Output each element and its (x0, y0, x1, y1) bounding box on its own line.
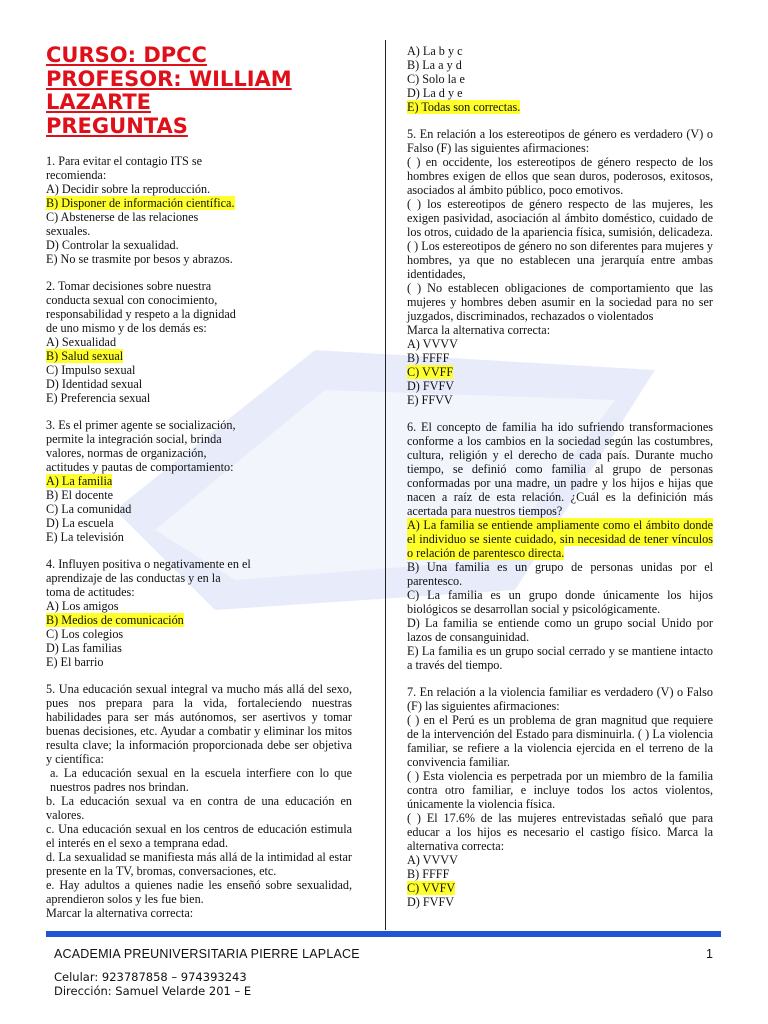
question-stem: aprendizaje de las conductas y en la (46, 571, 221, 585)
option-d: D) La d y e (407, 86, 463, 100)
option-d: D) La familia se entiende como un grupo social Unido por lazos de consanguinidad. (407, 616, 713, 644)
option-a: A) La b y c (407, 44, 463, 58)
option-a: A) Los amigos (46, 599, 119, 613)
question-stem: 1. Para evitar el contagio ITS se (46, 154, 203, 168)
option-b-correct: B) Disponer de información científica. (46, 196, 235, 210)
option-b: B) Una familia es un grupo de personas unidas por el parentesco. (407, 560, 713, 588)
question-stem: 7. En relación a la violencia familiar es verdadero (V) o Falso (F) las siguientes afirmaciones: (407, 685, 713, 713)
option-c: C) Abstenerse de las relaciones (46, 210, 199, 224)
option-c-cont: sexuales. (46, 224, 91, 238)
question-5 (46, 682, 352, 920)
option-e: E) FFVV (407, 393, 453, 407)
question-stem: 2. Tomar decisiones sobre nuestra (46, 279, 212, 293)
footer-academy-name: ACADEMIA PREUNIVERSITARIA PIERRE LAPLACE (54, 947, 360, 961)
statement-3: ( ) El 17.6% de las mujeres entrevistadas señaló que para educar a los hijos es necesario el castigo físico. Marca la alternativa correcta: (407, 811, 713, 853)
question-prompt: Marcar la alternativa correcta: (46, 906, 194, 920)
statement-c: c. Una educación sexual en los centros de educación estimula el interés en el sexo a temprana edad. (46, 822, 352, 850)
question-stem: 5. En relación a los estereotipos de género es verdadero (V) o Falso (F) las siguientes afirmaciones: (407, 127, 713, 155)
option-c: C) Solo la e (407, 72, 465, 86)
option-b: B) FFFF (407, 867, 450, 881)
option-d: D) Las familias (46, 641, 122, 655)
question-stem: toma de actitudes: (46, 585, 135, 599)
question-4 (46, 557, 352, 669)
option-a-correct: A) La familia (46, 474, 113, 488)
header-teacher-surname: LAZARTE (46, 90, 152, 114)
statement-d: d. La sexualidad se manifiesta más allá de la intimidad al estar presente en la TV, bromas, conversaciones, etc. (46, 850, 352, 878)
statement-1: ( ) en occidente, los estereotipos de género respecto de los hombres exigen de ellos que sean duros, poderosos, exitosos, asociados al ámbito público, poco emotivos. (407, 155, 713, 197)
option-d: D) Controlar la sexualidad. (46, 238, 179, 252)
option-b: B) La a y d (407, 58, 462, 72)
question-5-options (407, 44, 713, 114)
option-a: A) VVVV (407, 337, 458, 351)
option-e: E) No se trasmite por besos y abrazos. (46, 252, 233, 266)
question-stem: 5. Una educación sexual integral va mucho más allá del sexo, pues nos prepara para la vida, fortaleciendo nuestras habilidades para ser más autónomos, ser asertivos y tomar buenas decisiones, etc. Ayudar a combatir y eliminar los mitos resulta clave; la información proporcionada debe ser objetiva y científica: (46, 682, 352, 766)
option-a-correct: A) La familia se entiende ampliamente como el ámbito donde el individuo se siente cuidado, sin necesidad de tener vínculos o relación de parentesco directa. (407, 518, 713, 560)
statement-e: e. Hay adultos a quienes nadie les enseñó sobre sexualidad, aprendieron solos y les fue bien. (46, 878, 352, 906)
statement-2: ( ) Esta violencia es perpetrada por un miembro de la familia contra otro familiar, e incluye todos los actos violentos, únicamente la violencia física. (407, 769, 713, 811)
question-6 (407, 420, 713, 672)
option-d: D) La escuela (46, 516, 114, 530)
statement-1: ( ) en el Perú es un problema de gran magnitud que requiere de la intervención del Estado para disminuirla. ( ) La violencia familiar, se refiere a la violencia ejercida en el terreno de la convivencia familiar. (407, 713, 713, 769)
footer-bar (46, 931, 721, 937)
option-c-correct: C) VVFV (407, 881, 456, 895)
left-column (46, 44, 352, 933)
option-d: D) FVFV (407, 895, 455, 909)
footer-phone: Celular: 923787858 – 974393243 (54, 970, 247, 984)
option-c: C) Los colegios (46, 627, 124, 641)
statement-4: ( ) No establecen obligaciones de comportamiento que las mujeres y hombres deben asumir en la sociedad para no ser juzgados, discriminados, rechazados o violentados (407, 281, 713, 323)
question-5b (407, 127, 713, 407)
option-e-correct: E) Todas son correctas. (407, 100, 521, 114)
option-b-correct: B) Medios de comunicación (46, 613, 184, 627)
option-d: D) Identidad sexual (46, 377, 143, 391)
question-stem: recomienda: (46, 168, 107, 182)
option-b-correct: B) Salud sexual (46, 349, 124, 363)
page-header (46, 44, 352, 138)
question-stem: valores, normas de organización, (46, 446, 207, 460)
option-c: C) La comunidad (46, 502, 132, 516)
option-d: D) FVFV (407, 379, 455, 393)
option-e: E) La televisión (46, 530, 124, 544)
header-course: CURSO: DPCC (46, 43, 207, 67)
option-a: A) VVVV (407, 853, 458, 867)
statement-b: b. La educación sexual va en contra de una educación en valores. (46, 794, 352, 822)
question-stem: 3. Es el primer agente se socialización, (46, 418, 236, 432)
option-a: A) Sexualidad (46, 335, 117, 349)
question-3 (46, 418, 352, 544)
question-7 (407, 685, 713, 909)
statement-3: ( ) Los estereotipos de género no son diferentes para mujeres y hombres, ya que no establecen una jerarquía entre ambas identidades, (407, 239, 713, 281)
statement-2: ( ) los estereotipos de género respecto de las mujeres, les exigen pasividad, asociación al ámbito doméstico, cuidado de los otros, cuidado de la apariencia física, sumisión, delicadeza. (407, 197, 713, 239)
option-b: B) El docente (46, 488, 114, 502)
question-stem: 4. Influyen positiva o negativamente en el (46, 557, 251, 571)
option-e: E) La familia es un grupo social cerrado y se mantiene intacto a través del tiempo. (407, 644, 713, 672)
question-stem: actitudes y pautas de comportamiento: (46, 460, 234, 474)
page-number: 1 (706, 947, 713, 961)
option-e: E) Preferencia sexual (46, 391, 151, 405)
question-stem: conducta sexual con conocimiento, (46, 293, 218, 307)
question-stem: de uno mismo y de los demás es: (46, 321, 207, 335)
question-stem: permite la integración social, brinda (46, 432, 222, 446)
option-c: C) Impulso sexual (46, 363, 136, 377)
statement-a: a. La educación sexual en la escuela interfiere con lo que nuestros padres nos brindan. (50, 766, 352, 794)
option-c-correct: C) VVFF (407, 365, 454, 379)
question-stem: responsabilidad y respeto a la dignidad (46, 307, 236, 321)
question-1 (46, 154, 352, 266)
option-c: C) La familia es un grupo donde únicamente los hijos biológicos se desarrollan social y psicológicamente. (407, 588, 713, 616)
question-prompt: Marca la alternativa correcta: (407, 323, 551, 337)
column-divider (385, 40, 386, 930)
right-column (407, 44, 713, 922)
question-stem: 6. El concepto de familia ha ido sufriendo transformaciones conforme a los cambios en la sociedad según las costumbres, cultura, religión y el derecho de cada país. Durante mucho tiempo, se definió como familia al grupo de personas conformadas por una madre, un padre y los hijos e hijas que nacen a raíz de esta relación. ¿Cuál es la definición más acertada para nuestros tiempos? (407, 420, 713, 518)
footer-address: Dirección: Samuel Velarde 201 – E (54, 984, 252, 998)
question-2 (46, 279, 352, 405)
header-teacher: PROFESOR: WILLIAM (46, 66, 292, 91)
header-questions: PREGUNTAS (46, 113, 188, 138)
option-e: E) El barrio (46, 655, 104, 669)
option-b: B) FFFF (407, 351, 450, 365)
option-a: A) Decidir sobre la reproducción. (46, 182, 211, 196)
